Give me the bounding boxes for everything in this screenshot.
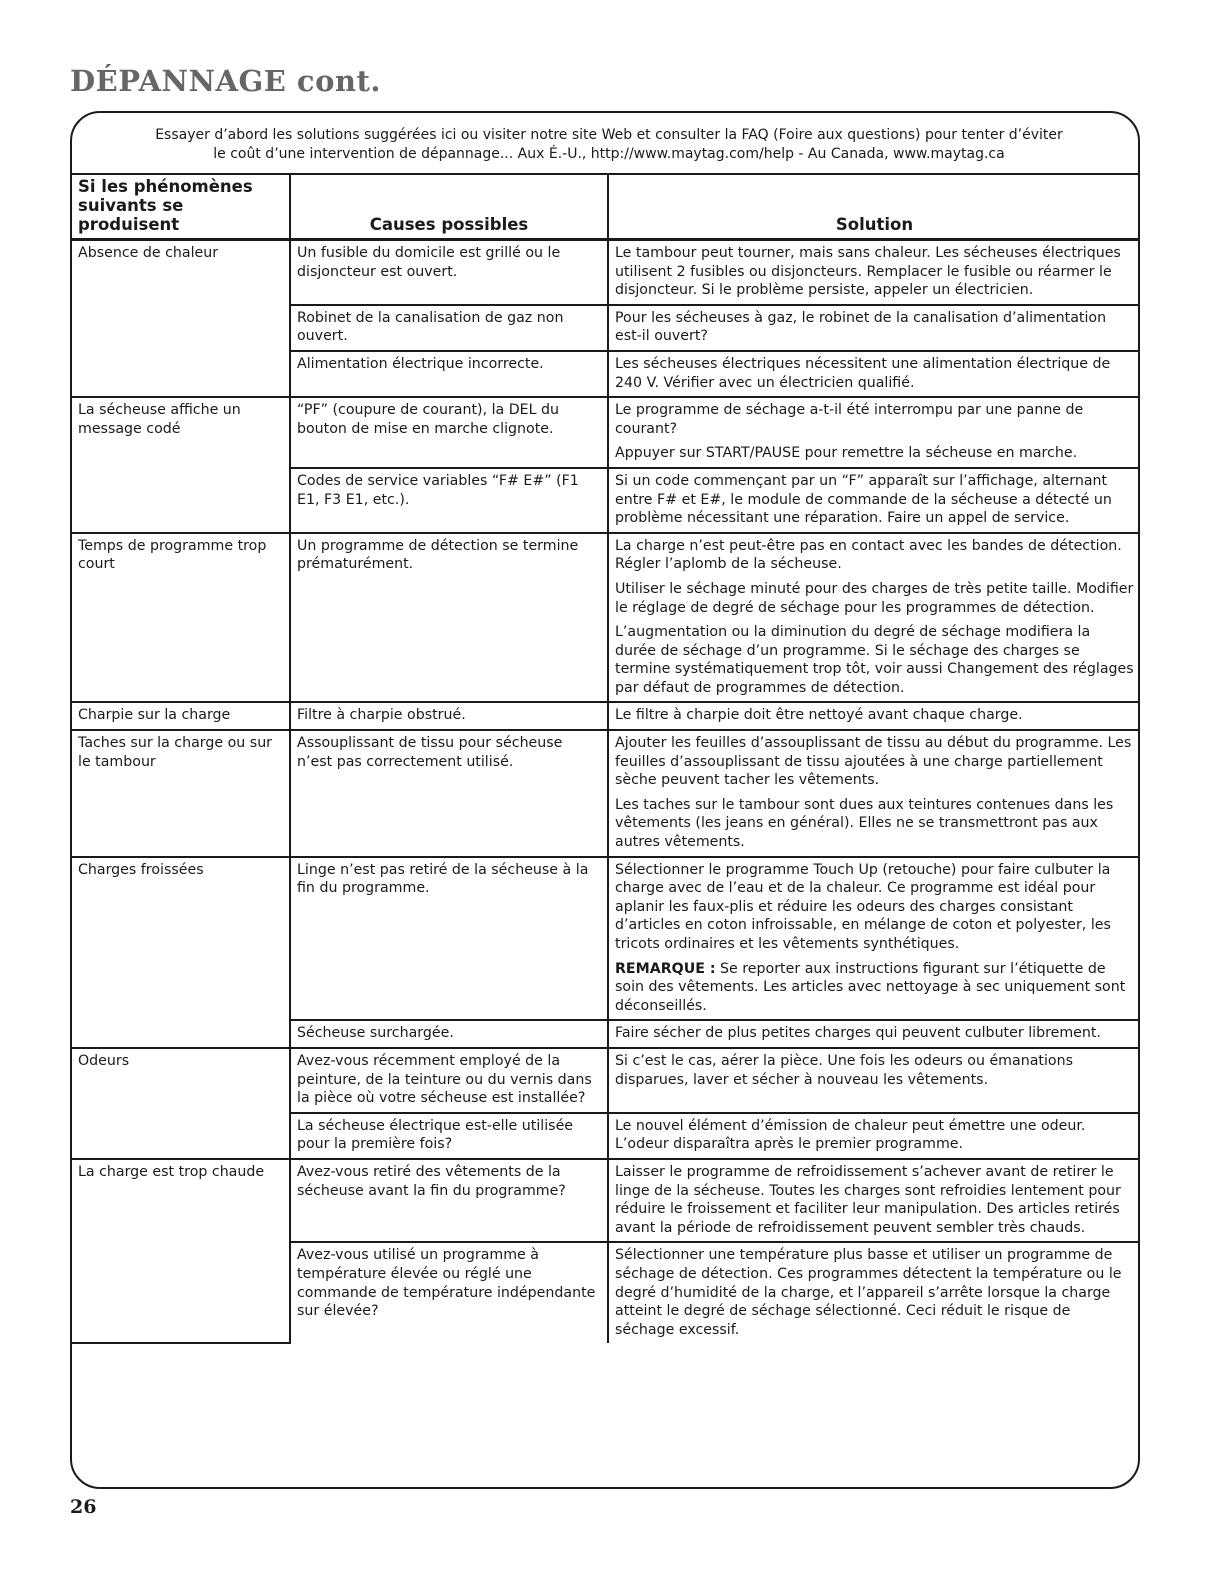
note-label: REMARQUE : (615, 960, 716, 977)
table-row (72, 533, 1140, 703)
solution-cell (608, 1113, 1140, 1159)
cause-cell: Alimentation électrique incorrecte. (290, 351, 608, 397)
cause-cell: Avez-vous récemment employé de la peinture, de la teinture ou du vernis dans la pièce où votre sécheuse est installée? (290, 1048, 608, 1113)
problem-cell: La sécheuse affiche un message codé (72, 397, 290, 533)
solution-paragraph: L’augmentation ou la diminution du degré de séchage modifiera la durée de séchage d’un programme. Si le séchage des charges se termine systématiquement trop tôt, voir aussi Changement des réglages par défaut de programmes de détection. (615, 624, 1134, 696)
solution-paragraph: Laisser le programme de refroidissement s’achever avant de retirer le linge de la sécheuse. Toutes les charges sont refroidies lentement pour réduire le froissement et faciliter leur manipulation. Des articles retirés avant la période de refroidissement peuvent sembler très chauds. (615, 1163, 1121, 1236)
cause-cell: “PF” (coupure de courant), la DEL du bouton de mise en marche clignote. (290, 397, 608, 468)
solution-paragraph: La charge n’est peut-être pas en contact avec les bandes de détection. Régler l’aplomb de la sécheuse. (615, 537, 1122, 573)
solution-paragraph: Si un code commençant par un “F” apparaît sur l’affichage, alternant entre F# et E#, le module de commande de la sécheuse a détecté un problème nécessitant une réparation. Faire un appel de service. (615, 472, 1112, 527)
problem-cell: Charpie sur la charge (72, 702, 290, 730)
intro-line: Essayer d’abord les solutions suggérées ici ou visiter notre site Web et consulter la FAQ (Foire aux questions) pour tenter d’éviter (155, 127, 1063, 143)
solution-cell (608, 351, 1140, 397)
table-row (72, 1159, 1140, 1242)
solution-paragraph: Le tambour peut tourner, mais sans chaleur. Les sécheuses électriques utilisent 2 fusibles ou disjoncteurs. Remplacer le fusible ou réarmer le disjoncteur. Si le problème persiste, appeler un électricien. (615, 245, 1121, 299)
cause-cell: Filtre à charpie obstrué. (290, 702, 608, 730)
cause-cell: Assouplissant de tissu pour sécheuse n’est pas correctement utilisé. (290, 730, 608, 857)
cause-cell: Robinet de la canalisation de gaz non ouvert. (290, 305, 608, 351)
cause-cell: Avez-vous retiré des vêtements de la sécheuse avant la fin du programme? (290, 1159, 608, 1242)
header-problem: Si les phénomènes suivants se produisent (72, 174, 290, 240)
solution-paragraph: Sélectionner une température plus basse et utiliser un programme de séchage de détection. Ces programmes détectent la température ou le degré d’humidité de la charge, et l’appareil s’arrête lorsque la charge atteint le degré de séchage sélectionné. Ceci réduit le risque de séchage excessif. (615, 1247, 1122, 1338)
table-row (72, 857, 1140, 1021)
solution-cell (608, 702, 1140, 730)
cause-cell: Un fusible du domicile est grillé ou le disjoncteur est ouvert. (290, 240, 608, 305)
problem-cell: Odeurs (72, 1048, 290, 1159)
problem-cell: Absence de chaleur (72, 240, 290, 398)
solution-cell (608, 1020, 1140, 1048)
solution-cell (608, 397, 1140, 468)
intro-line: le coût d’une intervention de dépannage... Aux É.-U., http://www.maytag.com/help - Au Canada, www.maytag.ca (213, 146, 1005, 162)
cause-cell: Un programme de détection se termine prématurément. (290, 533, 608, 703)
solution-cell (608, 305, 1140, 351)
intro-text (88, 126, 1130, 164)
solution-paragraph: Le nouvel élément d’émission de chaleur peut émettre une odeur. L’odeur disparaîtra après le premier programme. (615, 1117, 1086, 1153)
page-number: 26 (70, 1496, 97, 1518)
problem-cell: La charge est trop chaude (72, 1159, 290, 1343)
table-header-row (72, 174, 1140, 240)
solution-paragraph: Pour les sécheuses à gaz, le robinet de la canalisation d’alimentation est-il ouvert? (615, 309, 1107, 345)
cause-cell: Codes de service variables “F# E#” (F1 E1, F3 E1, etc.). (290, 468, 608, 533)
solution-paragraph: Le filtre à charpie doit être nettoyé avant chaque charge. (615, 707, 1023, 724)
table-row (72, 1048, 1140, 1113)
solution-cell (608, 1242, 1140, 1343)
solution-paragraph: Appuyer sur START/PAUSE pour remettre la sécheuse en marche. (615, 445, 1078, 462)
solution-cell (608, 240, 1140, 305)
solution-cell (608, 468, 1140, 533)
solution-cell (608, 730, 1140, 857)
solution-paragraph: Si c’est le cas, aérer la pièce. Une fois les odeurs ou émanations disparues, laver et sécher à nouveau les vêtements. (615, 1052, 1073, 1088)
problem-cell: Charges froissées (72, 857, 290, 1048)
page-title: DÉPANNAGE cont. (70, 64, 382, 98)
table-row (72, 397, 1140, 468)
table-body (72, 240, 1140, 1344)
solution-paragraph: Le programme de séchage a-t-il été interrompu par une panne de courant? (615, 402, 1084, 437)
solution-paragraph: Les sécheuses électriques nécessitent une alimentation électrique de 240 V. Vérifier avec un électricien qualifié. (615, 355, 1111, 391)
cause-cell: Linge n’est pas retiré de la sécheuse à la fin du programme. (290, 857, 608, 1021)
solution-cell (608, 533, 1140, 703)
table-row (72, 730, 1140, 857)
solution-cell (608, 1048, 1140, 1113)
solution-cell (608, 1159, 1140, 1242)
solution-paragraph: Les taches sur le tambour sont dues aux teintures contenues dans les vêtements (les jeans en général). Elles ne se transmettront pas aux autres vêtements. (615, 796, 1114, 851)
header-solution: Solution (608, 174, 1140, 240)
solution-paragraph: Sélectionner le programme Touch Up (retouche) pour faire culbuter la charge avec de l’eau et de la chaleur. Ce programme est idéal pour aplanir les faux-plis et réduire les odeurs des charges consistant d’articles en coton infroissable, en mélange de coton et polyester, les tricots ordinaires et les vêtements synthétiques. (615, 861, 1111, 952)
cause-cell: Avez-vous utilisé un programme à température élevée ou réglé une commande de température indépendante sur élevée? (290, 1242, 608, 1343)
cause-cell: Sécheuse surchargée. (290, 1020, 608, 1048)
solution-paragraph: Utiliser le séchage minuté pour des charges de très petite taille. Modifier le réglage de degré de séchage pour les programmes de détection. (615, 580, 1134, 616)
problem-cell: Taches sur la charge ou sur le tambour (72, 730, 290, 857)
note-text: Se reporter aux instructions figurant sur l’étiquette de soin des vêtements. Les articles avec nettoyage à sec uniquement sont déconseillés. (615, 960, 1126, 1014)
table-row (72, 240, 1140, 305)
note-paragraph (615, 960, 1134, 1016)
troubleshooting-table (72, 173, 1140, 1344)
solution-paragraph: Faire sécher de plus petites charges qui peuvent culbuter librement. (615, 1025, 1101, 1042)
solution-paragraph: Ajouter les feuilles d’assouplissant de tissu au début du programme. Les feuilles d’assouplissant de tissu ajoutées à une charge partiellement sèche peuvent tacher les vêtements. (615, 735, 1132, 789)
solution-cell (608, 857, 1140, 1021)
cause-cell: La sécheuse électrique est-elle utilisée pour la première fois? (290, 1113, 608, 1159)
table-row (72, 702, 1140, 730)
problem-cell: Temps de programme trop court (72, 533, 290, 703)
header-cause: Causes possibles (290, 174, 608, 240)
